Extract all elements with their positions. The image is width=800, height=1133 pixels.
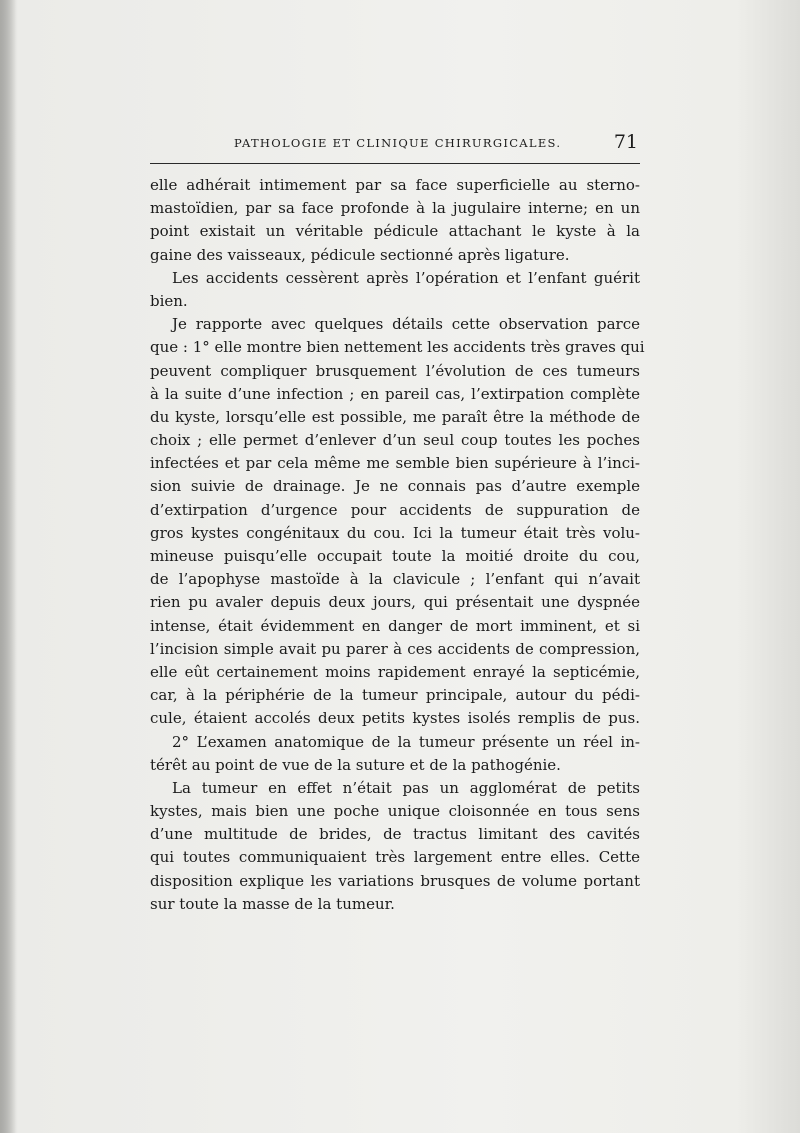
text-line: sur toute la masse de la tumeur. [150,894,395,913]
body-text [150,174,645,916]
text-line: du kyste, lorsqu’elle est possible, me paraît être la méthode de [150,407,640,426]
text-line: d’extirpation d’urgence pour accidents de suppuration de [150,500,640,519]
text-line: à la suite d’une infection ; en pareil cas, l’extirpation complète [150,384,640,403]
text-line: gros kystes congénitaux du cou. Ici la tumeur était très volu- [150,523,640,542]
header-rule [150,163,640,164]
binding-shadow [0,0,16,1133]
text-line: que : 1° elle montre bien nettement les accidents très graves qui [150,338,645,357]
text-line: gaine des vaisseaux, pédicule sectionné après ligature. [150,245,570,264]
text-line: sion suivie de drainage. Je ne connais pas d’autre exemple [150,477,640,496]
text-line: mineuse puisqu’elle occupait toute la moitié droite du cou, [150,547,640,565]
page-number: 71 [613,131,638,153]
text-line: cule, étaient accolés deux petits kystes isolés remplis de pus. [150,709,640,728]
text-line: peuvent compliquer brusquement l’évolution de ces tumeurs [150,361,640,380]
text-line: infectées et par cela même me semble bien supérieure à l’inci- [150,454,640,473]
text-line: elle eût certainement moins rapidement enrayé la septicémie, [150,662,640,681]
text-line: Je rapporte avec quelques détails cette observation parce [172,315,640,334]
text-line: d’une multitude de brides, de tractus limitant des cavités [150,825,640,844]
text-line: l’incision simple avait pu parer à ces accidents de compression, [150,639,640,658]
text-line: car, à la périphérie de la tumeur principale, autour du pédi- [150,686,640,705]
text-line: choix ; elle permet d’enlever d’un seul coup toutes les poches [150,431,640,450]
text-line: de l’apophyse mastoïde à la clavicule ; l’enfant qui n’avait [150,570,640,589]
text-line: La tumeur en effet n’était pas un agglomérat de petits [172,778,640,797]
text-line: qui toutes communiquaient très largement entre elles. Cette [150,848,640,867]
text-line: intense, était évidemment en danger de mort imminent, et si [150,616,640,635]
text-line: elle adhérait intimement par sa face superficielle au sterno- [150,176,640,194]
text-line: kystes, mais bien une poche unique cloisonnée en tous sens [150,802,640,821]
text-line: rien pu avaler depuis deux jours, qui présentait une dyspnée [150,593,640,612]
running-title: PATHOLOGIE ET CLINIQUE CHIRURGICALES. [234,136,562,150]
text-line: Les accidents cessèrent après l’opération et l’enfant guérit [172,268,640,287]
text-line: bien. [150,291,188,310]
text-line: térêt au point de vue de la suture et de la pathogénie. [150,755,561,774]
text-line: 2° L’examen anatomique de la tumeur présente un réel in- [172,732,640,751]
text-line: mastoïdien, par sa face profonde à la jugulaire interne; en un [150,199,640,218]
running-header [150,131,640,155]
text-line: disposition explique les variations brusques de volume portant [150,871,640,890]
text-line: point existait un véritable pédicule attachant le kyste à la [150,222,640,241]
